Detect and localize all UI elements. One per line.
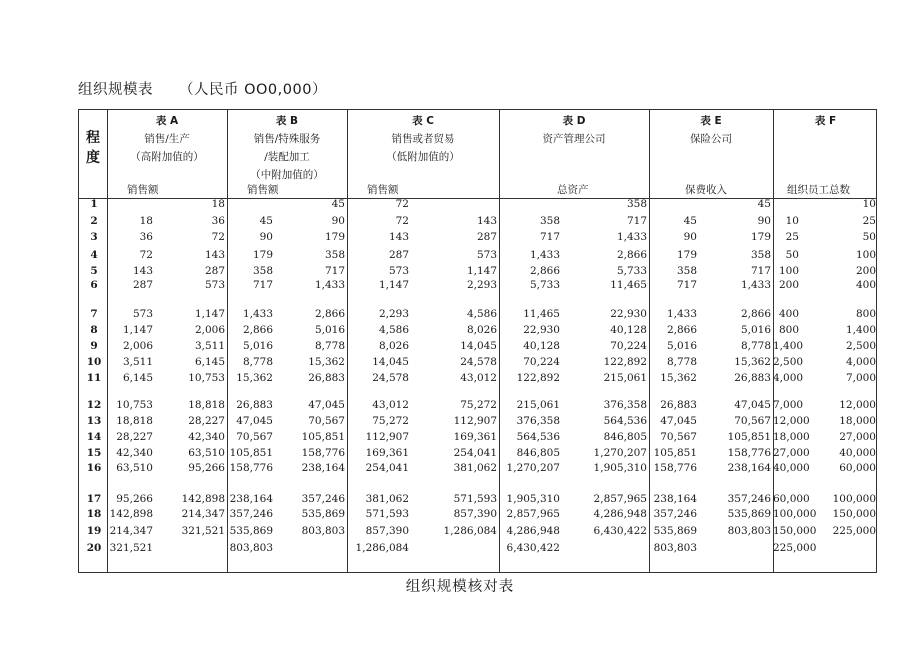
range-max: 40,000 [839,447,876,459]
range-min: 100 [778,265,799,277]
row-degree: 6 [90,279,98,291]
range-min: 376,358 [516,415,560,427]
range-min: 112,907 [365,431,409,443]
range-max: 287 [204,265,225,277]
page-title [78,78,327,99]
row-degree: 9 [90,340,98,352]
range-max: 26,883 [734,372,771,384]
range-min: 1,433 [242,308,273,320]
table-header [227,112,347,184]
range-max: 2,866 [616,249,647,261]
range-min: 169,361 [365,447,409,459]
organization-size-table [78,109,877,573]
range-min: 28,227 [116,431,153,443]
range-min: 1,400 [773,340,804,352]
range-min: 75,272 [372,415,409,427]
range-max: 1,433 [314,279,345,291]
range-min: 26,883 [660,399,697,411]
range-min: 90 [683,231,697,243]
range-max: 358 [324,249,345,261]
range-max: 225,000 [832,525,876,537]
row-degree: 13 [86,415,102,427]
range-max: 105,851 [727,431,771,443]
table-description: 保险公司 [690,133,732,145]
range-max: 47,045 [308,399,345,411]
range-max: 95,266 [188,462,225,474]
metric-label: 总资产 [557,184,589,196]
range-max: 150,000 [832,508,876,520]
range-max: 72 [211,231,225,243]
range-min: 10 [785,215,799,227]
range-min: 43,012 [372,399,409,411]
range-max: 4,586 [466,308,497,320]
range-max: 14,045 [460,340,497,352]
range-min: 535,869 [653,525,697,537]
range-min: 6,145 [122,372,153,384]
range-min: 4,000 [773,372,804,384]
table-description: 销售/特殊服务 /装配加工 （中附加值的） [250,133,324,181]
range-max: 143 [204,249,225,261]
range-min: 358 [539,215,560,227]
range-min: 2,500 [773,356,804,368]
range-max: 803,803 [727,525,771,537]
range-min: 846,805 [516,447,560,459]
range-min: 18,818 [116,415,153,427]
table-description: 销售或者贸易 （低附加值的） [386,133,460,163]
range-min: 1,433 [529,249,560,261]
row-degree: 15 [86,447,102,459]
range-max: 1,286,084 [443,525,497,537]
range-min: 357,246 [653,508,697,520]
range-min: 214,347 [109,525,153,537]
range-max: 7,000 [845,372,876,384]
range-min: 70,567 [236,431,273,443]
range-min: 5,016 [666,340,697,352]
range-min: 857,390 [365,525,409,537]
range-max: 321,521 [181,525,225,537]
range-min: 15,362 [236,372,273,384]
range-max: 1,147 [466,265,497,277]
row-degree: 17 [86,493,102,505]
range-min: 1,905,310 [506,493,560,505]
range-min: 4,586 [378,324,409,336]
range-min: 72 [395,215,409,227]
range-max: 215,061 [603,372,647,384]
table-header [649,112,773,148]
row-degree: 7 [90,308,98,320]
range-max: 4,286,948 [593,508,647,520]
range-min: 72 [139,249,153,261]
range-max: 535,869 [301,508,345,520]
metric-label: 销售额 [247,184,279,196]
range-min: 18,000 [773,431,810,443]
range-min: 717 [252,279,273,291]
range-min: 15,362 [660,372,697,384]
range-min: 1,147 [378,279,409,291]
table-name: 表 A [155,115,179,127]
range-min: 2,866 [529,265,560,277]
range-min: 2,866 [242,324,273,336]
row-degree: 8 [90,324,98,336]
range-max: 36 [211,215,225,227]
range-min: 105,851 [653,447,697,459]
range-max: 5,016 [314,324,345,336]
range-min: 254,041 [365,462,409,474]
range-min: 158,776 [229,462,273,474]
range-max: 238,164 [301,462,345,474]
range-min: 63,510 [116,462,153,474]
range-min: 11,465 [523,308,560,320]
range-min: 3,511 [122,356,153,368]
range-max: 143 [476,215,497,227]
range-max: 18 [211,198,225,210]
range-min: 1,270,207 [506,462,560,474]
range-min: 1,286,084 [355,542,409,554]
range-min: 2,006 [122,340,153,352]
range-max: 2,006 [194,324,225,336]
range-min: 45 [683,215,697,227]
row-degree: 5 [90,265,98,277]
range-min: 50 [785,249,799,261]
range-max: 573 [476,249,497,261]
range-min: 72 [395,198,409,210]
range-min: 238,164 [229,493,273,505]
range-max: 535,869 [727,508,771,520]
range-min: 70,567 [660,431,697,443]
row-degree: 4 [90,249,98,261]
range-min: 1,147 [122,324,153,336]
row-degree: 20 [86,542,102,554]
row-degree: 19 [86,525,102,537]
range-max: 158,776 [301,447,345,459]
range-max: 357,246 [727,493,771,505]
range-min: 60,000 [773,493,810,505]
metric-label: 销售额 [367,184,399,196]
range-max: 1,400 [845,324,876,336]
range-max: 2,866 [740,308,771,320]
range-min: 70,224 [523,356,560,368]
range-max: 2,866 [314,308,345,320]
title-text: 组织规模表 [78,82,153,98]
range-max: 63,510 [188,447,225,459]
range-min: 5,016 [242,340,273,352]
range-min: 225,000 [773,542,817,554]
range-min: 2,866 [666,324,697,336]
range-min: 2,857,965 [506,508,560,520]
range-max: 18,000 [839,415,876,427]
range-min: 158,776 [653,462,697,474]
range-max: 358 [626,198,647,210]
range-min: 200 [778,279,799,291]
range-min: 40,128 [523,340,560,352]
range-min: 573 [132,308,153,320]
range-min: 215,061 [516,399,560,411]
row-degree: 2 [90,215,98,227]
range-min: 400 [778,308,799,320]
range-max: 717 [750,265,771,277]
range-min: 26,883 [236,399,273,411]
range-max: 6,430,422 [593,525,647,537]
range-max: 214,347 [181,508,225,520]
range-max: 27,000 [839,431,876,443]
range-max: 60,000 [839,462,876,474]
range-max: 376,358 [603,399,647,411]
range-max: 1,433 [616,231,647,243]
metric-label: 组织员工总数 [787,184,850,196]
range-max: 3,511 [194,340,225,352]
table-header [499,112,649,148]
range-max: 11,465 [610,279,647,291]
table-header [773,112,878,130]
range-min: 321,521 [109,542,153,554]
range-min: 40,000 [773,462,810,474]
range-min: 90 [259,231,273,243]
range-min: 8,778 [242,356,273,368]
range-max: 12,000 [839,399,876,411]
table-name: 表 F [814,115,837,127]
range-max: 200 [855,265,876,277]
range-max: 70,567 [308,415,345,427]
row-degree: 11 [86,372,102,384]
range-max: 5,016 [740,324,771,336]
range-min: 8,778 [666,356,697,368]
range-max: 28,227 [188,415,225,427]
range-max: 254,041 [453,447,497,459]
range-max: 100,000 [832,493,876,505]
range-max: 45 [757,198,771,210]
range-max: 179 [324,231,345,243]
range-min: 7,000 [773,399,804,411]
range-max: 22,930 [610,308,647,320]
range-max: 357,246 [301,493,345,505]
table-name: 表 C [412,115,434,127]
range-max: 857,390 [453,508,497,520]
table-header [347,112,499,166]
range-min: 6,430,422 [506,542,560,554]
range-min: 571,593 [365,508,409,520]
range-max: 42,340 [188,431,225,443]
range-min: 100,000 [773,508,817,520]
row-degree: 16 [86,462,102,474]
range-max: 179 [750,231,771,243]
range-max: 47,045 [734,399,771,411]
range-max: 50 [862,231,876,243]
range-max: 6,145 [194,356,225,368]
range-min: 143 [132,265,153,277]
range-min: 27,000 [773,447,810,459]
range-min: 8,026 [378,340,409,352]
range-min: 143 [388,231,409,243]
range-max: 803,803 [301,525,345,537]
row-degree: 3 [90,231,98,243]
range-max: 15,362 [308,356,345,368]
range-max: 8,778 [314,340,345,352]
range-max: 400 [855,279,876,291]
unit-text: （人民币 OO0,000） [179,82,327,98]
range-max: 25 [862,215,876,227]
range-max: 45 [331,198,345,210]
range-min: 12,000 [773,415,810,427]
range-max: 571,593 [453,493,497,505]
range-min: 24,578 [372,372,409,384]
table-description: 资产管理公司 [542,133,606,145]
range-min: 142,898 [109,508,153,520]
range-max: 1,433 [740,279,771,291]
range-min: 25 [785,231,799,243]
range-max: 142,898 [181,493,225,505]
degree-label: 程度 [86,130,100,166]
range-max: 26,883 [308,372,345,384]
range-max: 2,857,965 [593,493,647,505]
table-name: 表 B [275,115,299,127]
range-max: 43,012 [460,372,497,384]
range-min: 95,266 [116,493,153,505]
range-min: 287 [388,249,409,261]
range-min: 2,293 [378,308,409,320]
range-max: 15,362 [734,356,771,368]
range-max: 100 [855,249,876,261]
table-description: 销售/生产 （高附加值的） [130,133,204,163]
range-max: 40,128 [610,324,647,336]
range-min: 47,045 [236,415,273,427]
range-min: 358 [252,265,273,277]
range-min: 10,753 [116,399,153,411]
range-min: 150,000 [773,525,817,537]
range-max: 8,026 [466,324,497,336]
range-max: 90 [331,215,345,227]
range-max: 1,270,207 [593,447,647,459]
range-max: 564,536 [603,415,647,427]
range-max: 24,578 [460,356,497,368]
range-max: 381,062 [453,462,497,474]
range-min: 105,851 [229,447,273,459]
range-min: 42,340 [116,447,153,459]
range-min: 717 [676,279,697,291]
range-max: 90 [757,215,771,227]
range-min: 800 [778,324,799,336]
table-header [107,112,227,166]
range-min: 803,803 [653,542,697,554]
range-max: 717 [626,215,647,227]
range-min: 573 [388,265,409,277]
metric-label: 保费收入 [685,184,727,196]
range-min: 564,536 [516,431,560,443]
table-name: 表 D [562,115,586,127]
range-min: 47,045 [660,415,697,427]
row-degree: 12 [86,399,102,411]
range-min: 357,246 [229,508,273,520]
range-max: 169,361 [453,431,497,443]
range-max: 112,907 [453,415,497,427]
range-max: 158,776 [727,447,771,459]
footer-title: 组织规模核对表 [405,579,515,595]
range-min: 122,892 [516,372,560,384]
range-min: 14,045 [372,356,409,368]
range-min: 5,733 [529,279,560,291]
range-min: 287 [132,279,153,291]
range-max: 122,892 [603,356,647,368]
range-max: 573 [204,279,225,291]
range-max: 5,733 [616,265,647,277]
range-max: 18,818 [188,399,225,411]
range-max: 1,905,310 [593,462,647,474]
range-min: 1,433 [666,308,697,320]
range-max: 10,753 [188,372,225,384]
range-min: 717 [539,231,560,243]
range-max: 70,224 [610,340,647,352]
range-min: 179 [676,249,697,261]
range-max: 800 [855,308,876,320]
range-min: 22,930 [523,324,560,336]
range-max: 717 [324,265,345,277]
row-degree: 18 [86,508,102,520]
metric-label: 销售额 [127,184,159,196]
range-max: 846,805 [603,431,647,443]
range-max: 105,851 [301,431,345,443]
range-min: 238,164 [653,493,697,505]
range-max: 75,272 [460,399,497,411]
range-min: 535,869 [229,525,273,537]
range-max: 358 [750,249,771,261]
range-max: 238,164 [727,462,771,474]
range-max: 10 [862,198,876,210]
range-min: 36 [139,231,153,243]
range-max: 1,147 [194,308,225,320]
range-max: 2,293 [466,279,497,291]
range-min: 358 [676,265,697,277]
range-max: 70,567 [734,415,771,427]
table-name: 表 E [700,115,722,127]
range-min: 381,062 [365,493,409,505]
row-degree: 10 [86,356,102,368]
range-min: 803,803 [229,542,273,554]
row-degree: 14 [86,431,102,443]
range-max: 4,000 [845,356,876,368]
range-min: 45 [259,215,273,227]
row-degree: 1 [90,198,98,210]
range-min: 179 [252,249,273,261]
range-min: 18 [139,215,153,227]
range-max: 2,500 [845,340,876,352]
range-max: 287 [476,231,497,243]
range-max: 8,778 [740,340,771,352]
range-min: 4,286,948 [506,525,560,537]
